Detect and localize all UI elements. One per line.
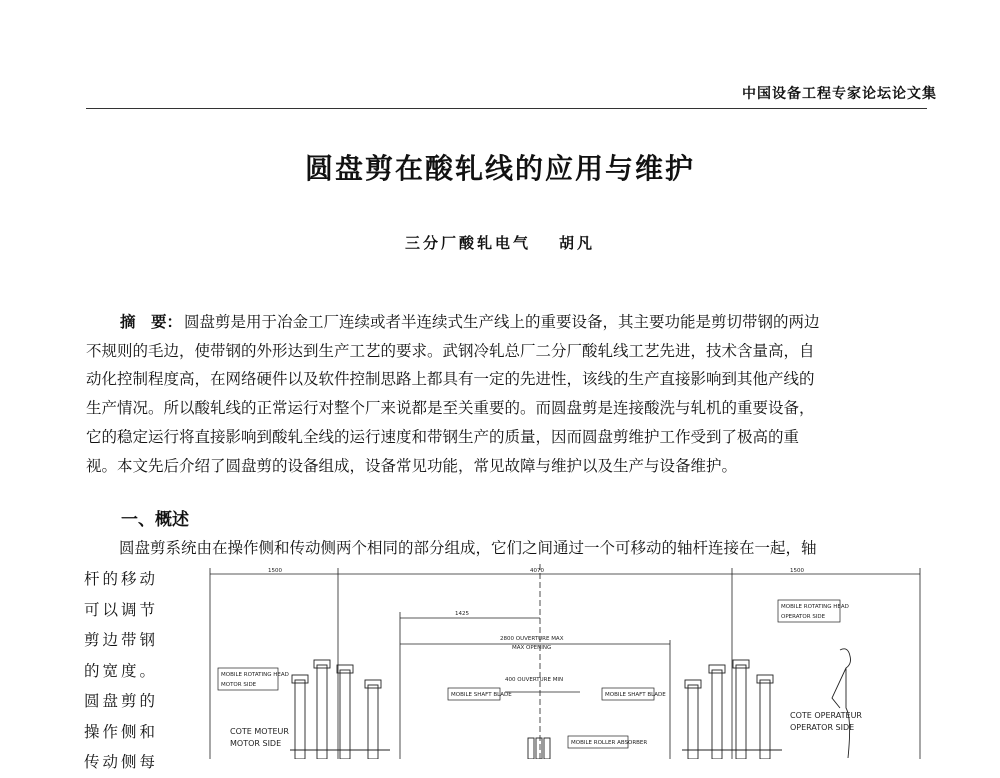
abstract-line: 动化控制程度高，在网络硬件以及软件控制思路上都具有一定的先进性，该线的生产直接影响到其他产线的 <box>86 370 815 389</box>
dim-center: 4070 <box>530 568 544 574</box>
cote-operateur: COTE OPERATEUR <box>790 711 862 720</box>
abstract <box>86 308 926 480</box>
shaft-blade-left: MOBILE SHAFT BLADE <box>451 692 512 698</box>
cote-moteur: COTE MOTEUR <box>230 727 289 736</box>
rot-head-right: MOBILE ROTATING HEAD <box>781 604 849 610</box>
operator-side-shear <box>682 649 851 759</box>
side-line: 杆的移动 <box>84 570 159 588</box>
side-line: 剪边带钢 <box>84 631 159 649</box>
section-side-text <box>84 564 164 778</box>
author-name: 胡凡 <box>559 234 596 252</box>
journal-header: 中国设备工程专家论坛论文集 <box>742 86 937 102</box>
side-line: 传动侧每 <box>84 753 159 771</box>
side-line: 操作侧和 <box>84 722 159 741</box>
abstract-line: 生产情况。所以酸轧线的正常运行对整个厂来说都是至关重要的。而圆盘剪是连接酸洗与轧机的重要设备， <box>86 399 815 418</box>
author-affiliation: 三分厂酸轧电气 <box>404 234 531 252</box>
shaft-blade-right: MOBILE SHAFT BLADE <box>605 692 666 698</box>
abstract-line: 摘 要： 圆盘剪是用于冶金工厂连续或者半连续式生产线上的重要设备，其主要功能是剪切带钢的两边 <box>120 312 820 331</box>
roller-absorber: MOBILE ROLLER ABSORBER <box>571 740 648 746</box>
center-note: 2800 OUVERTURE MAX <box>500 636 564 642</box>
section-heading: 一、概述 <box>121 510 189 530</box>
dim-right: 1500 <box>790 568 804 574</box>
section-first-line: 圆盘剪系统由在操作侧和传动侧两个相同的部分组成，它们之间通过一个可移动的轴杆连接在一起，轴 <box>119 539 817 557</box>
disc-shear-drawing <box>200 560 930 759</box>
center-sub: MAX OPENING <box>512 645 552 651</box>
motor-side-small: MOTOR SIDE <box>221 682 257 688</box>
motor-side: MOTOR SIDE <box>230 739 282 748</box>
dim-inner: 1425 <box>455 611 469 617</box>
dim-left: 1500 <box>268 568 282 574</box>
author-line <box>0 232 1000 253</box>
header-rule <box>86 108 927 109</box>
operator-side: OPERATOR SIDE <box>790 723 855 732</box>
abstract-label: 摘 要： <box>120 312 183 331</box>
operator-side-small: OPERATOR SIDE <box>781 614 826 620</box>
side-line: 的宽度。 <box>84 661 159 680</box>
side-line: 可以调节 <box>84 600 159 619</box>
center-min: 400 OUVERTURE MIN <box>505 677 564 683</box>
abstract-line: 不规则的毛边，使带钢的外形达到生产工艺的要求。武钢冷轧总厂二分厂酸轧线工艺先进，技术含量高，自 <box>86 341 815 360</box>
side-line: 圆盘剪的 <box>84 692 159 710</box>
abstract-line: 它的稳定运行将直接影响到酸轧全线的运行速度和带钢生产的质量，因而圆盘剪维护工作受到了极高的重 <box>86 427 800 446</box>
center-shaft <box>528 738 550 759</box>
rot-head-left: MOBILE ROTATING HEAD <box>221 672 289 678</box>
paper-title: 圆盘剪在酸轧线的应用与维护 <box>304 152 695 185</box>
motor-side-shear <box>290 660 390 759</box>
abstract-line: 视。本文先后介绍了圆盘剪的设备组成，设备常见功能，常见故障与维护以及生产与设备维护。 <box>86 456 738 475</box>
